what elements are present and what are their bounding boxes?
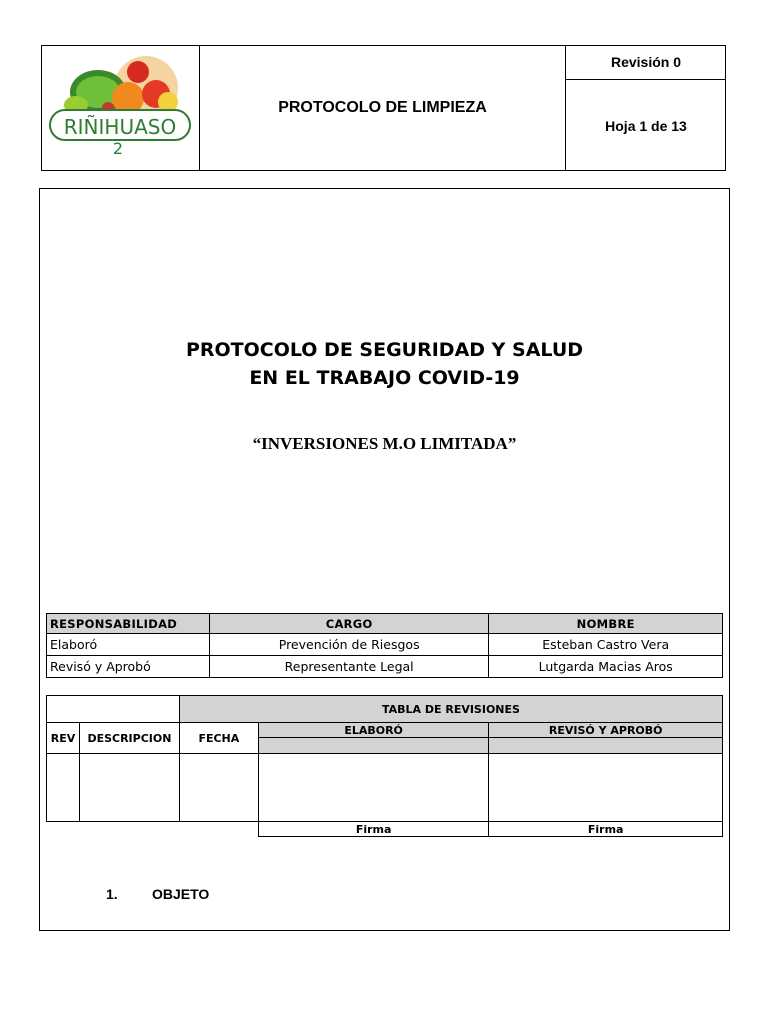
main-title-line2: EN EL TRABAJO COVID-19 — [249, 367, 520, 389]
empty-cell — [79, 754, 179, 822]
column-header: CARGO — [209, 614, 489, 634]
main-title — [39, 336, 730, 392]
table-row — [47, 634, 723, 656]
empty-cell — [179, 754, 258, 822]
section-number: 1. — [106, 886, 118, 902]
reviso-header: REVISÓ Y APROBÓ — [489, 723, 723, 738]
revision-table — [46, 695, 723, 837]
elaboro-header: ELABORÓ — [258, 723, 489, 738]
table-cell: Esteban Castro Vera — [489, 634, 723, 656]
logo-subtext: 2 — [112, 139, 124, 158]
table-cell: Representante Legal — [209, 656, 489, 678]
main-title-line1: PROTOCOLO DE SEGURIDAD Y SALUD — [185, 339, 584, 361]
responsibility-table — [46, 613, 723, 678]
descripcion-header: DESCRIPCION — [79, 723, 179, 754]
table-cell: Elaboró — [47, 634, 210, 656]
signature-cell — [258, 754, 489, 822]
firma-label: Firma — [489, 822, 723, 837]
fecha-header: FECHA — [179, 723, 258, 754]
table-cell: Revisó y Aprobó — [47, 656, 210, 678]
empty-cell — [47, 754, 80, 822]
company-name: “INVERSIONES M.O LIMITADA” — [252, 434, 517, 453]
empty-cell — [47, 822, 259, 837]
column-header: NOMBRE — [489, 614, 723, 634]
table-cell: Lutgarda Macias Aros — [489, 656, 723, 678]
empty-cell — [489, 738, 723, 754]
company-logo — [46, 50, 196, 162]
revision-table-title: TABLA DE REVISIONES — [179, 696, 722, 723]
signature-cell — [489, 754, 723, 822]
column-header: RESPONSABILIDAD — [47, 614, 210, 634]
empty-cell — [258, 738, 489, 754]
firma-label: Firma — [258, 822, 489, 837]
table-cell: Prevención de Riesgos — [209, 634, 489, 656]
table-row — [47, 656, 723, 678]
logo-text: RIÑIHUASO — [63, 115, 177, 139]
document-title: PROTOCOLO DE LIMPIEZA — [278, 99, 487, 116]
table-header-row — [47, 614, 723, 634]
page-counter: Hoja 1 de 13 — [605, 117, 687, 134]
empty-cell — [47, 696, 180, 723]
revision-label: Revisión 0 — [610, 54, 682, 70]
section-heading: OBJETO — [152, 886, 210, 902]
rev-header: REV — [47, 723, 80, 754]
